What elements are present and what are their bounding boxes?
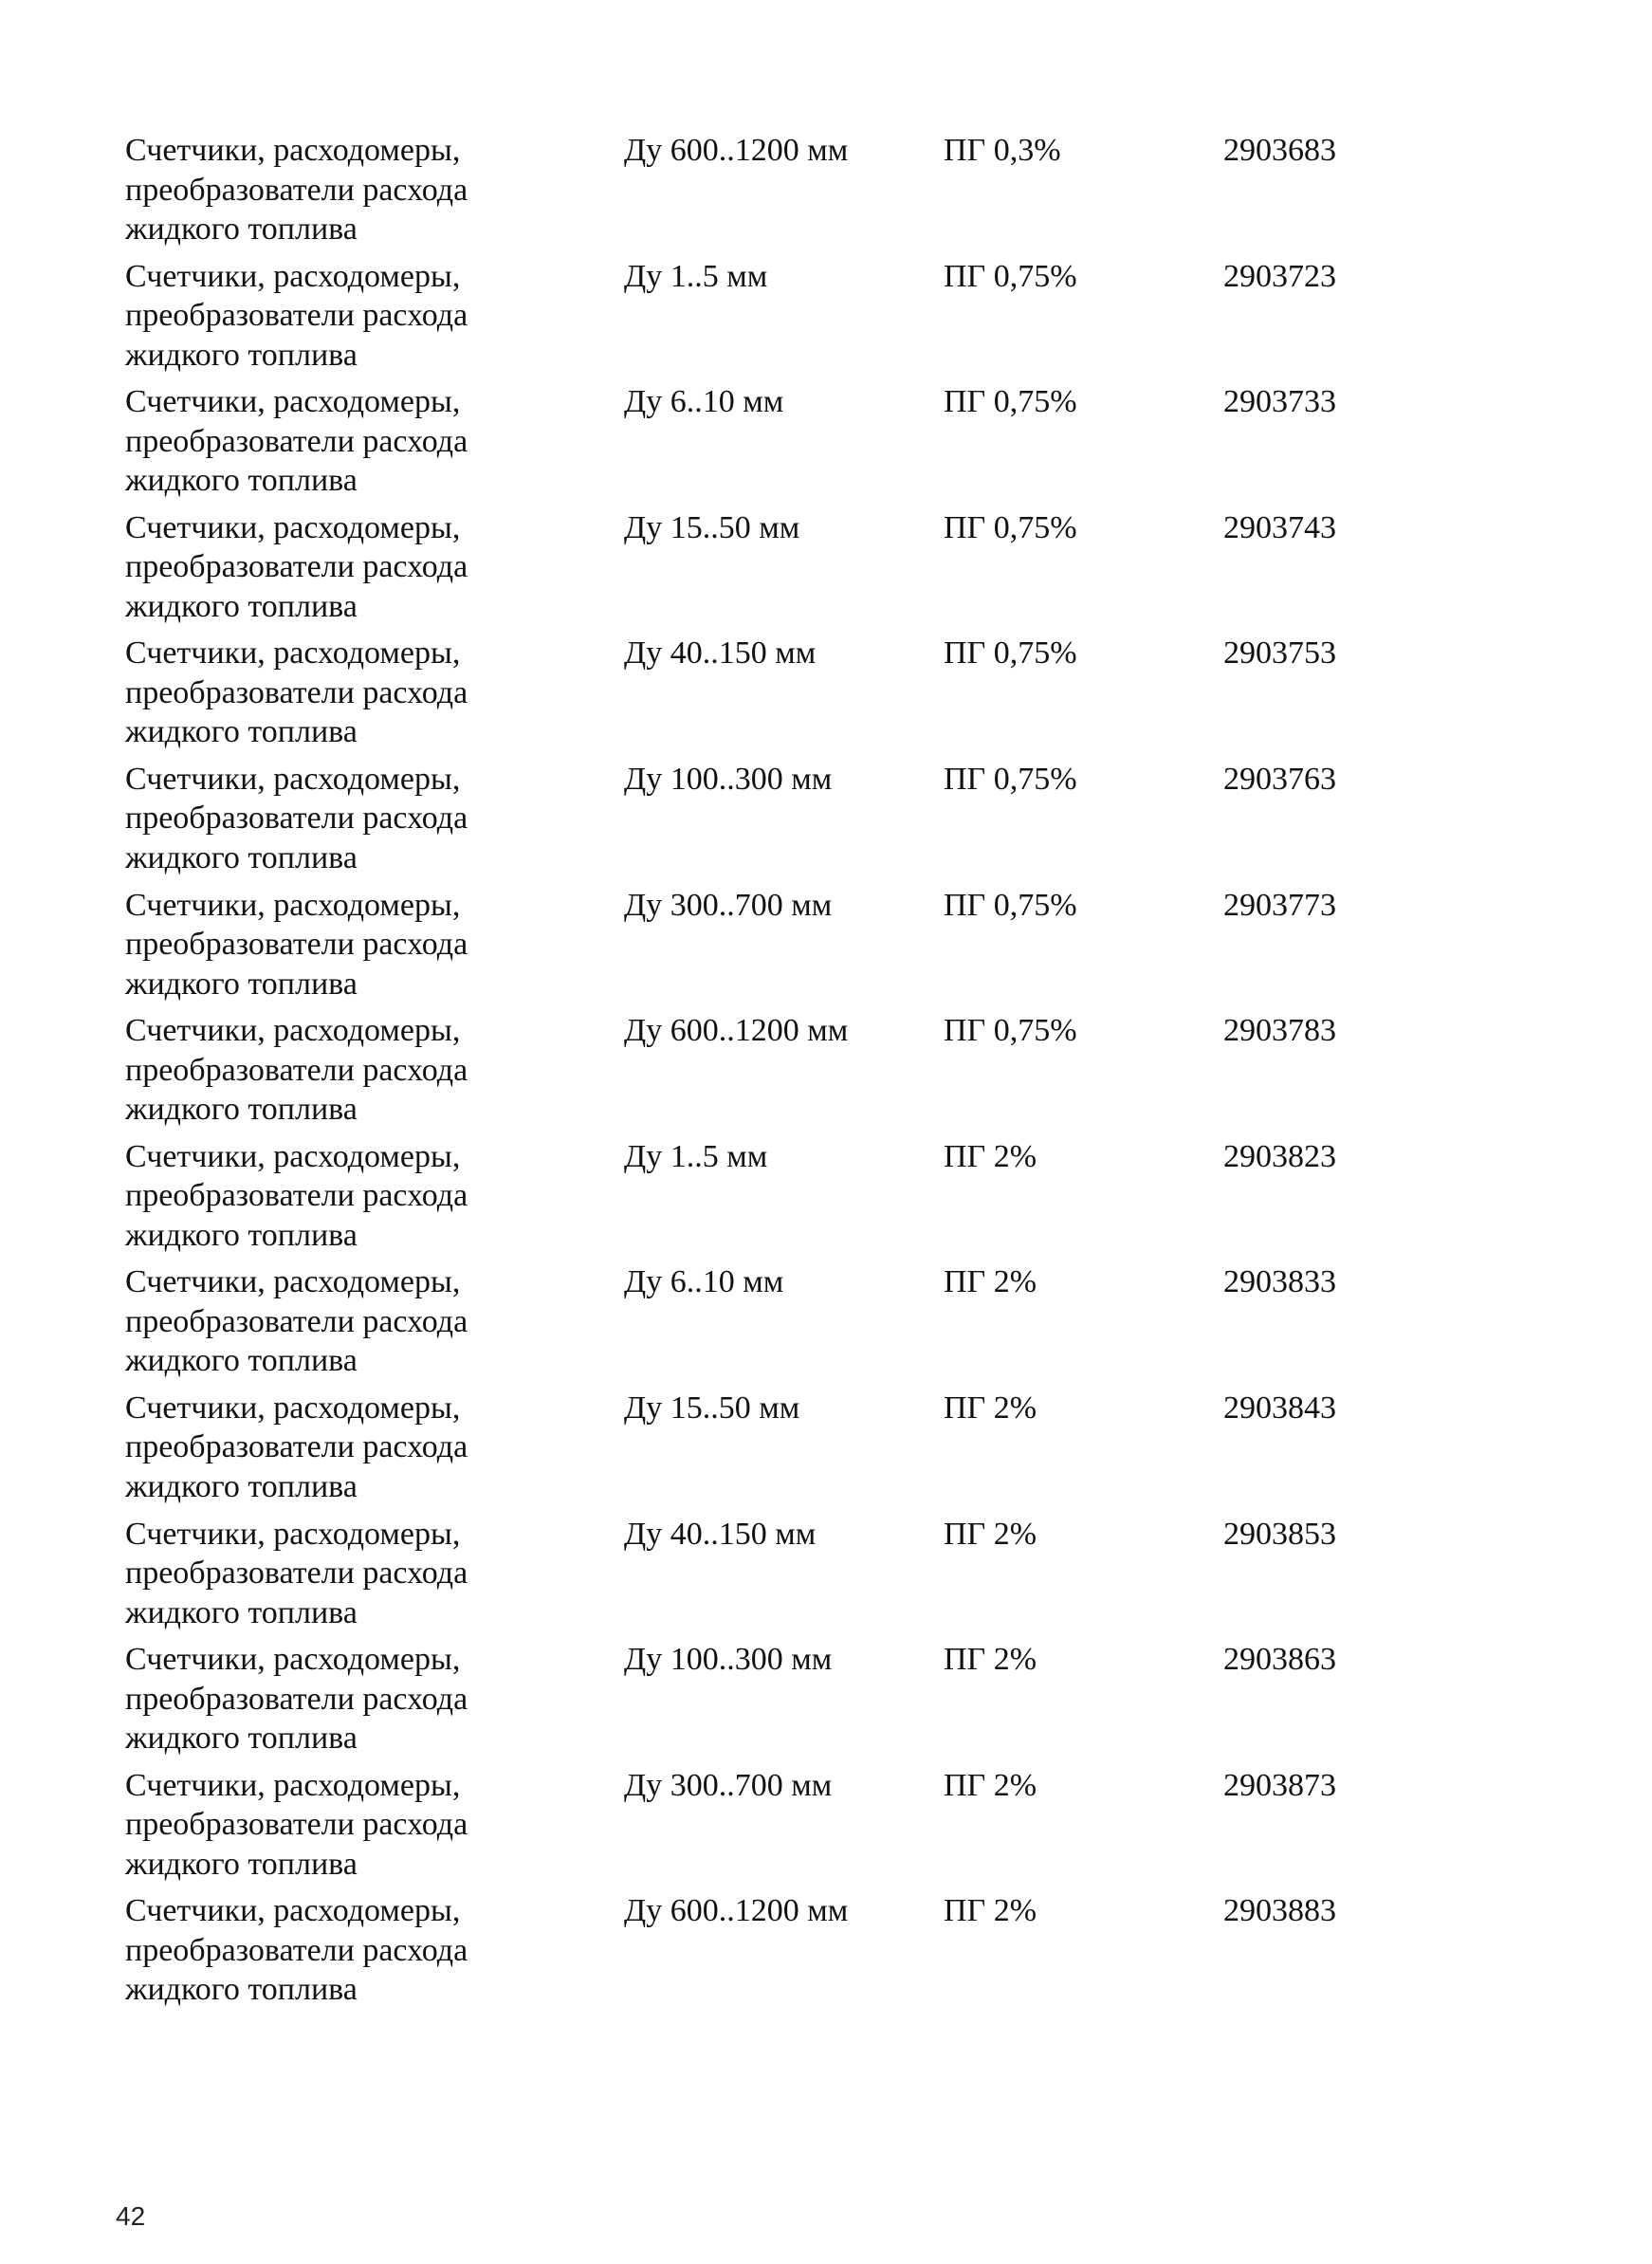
item-name [125, 1011, 618, 1130]
item-nominal-diameter: Ду 40..150 мм [624, 1516, 817, 1552]
item-name-line: жидкого топлива [125, 463, 358, 499]
item-name [125, 1891, 618, 2010]
item-code: 2903823 [1223, 1138, 1336, 1174]
item-code: 2903873 [1223, 1767, 1336, 1803]
item-nominal-diameter: Ду 300..700 мм [624, 887, 833, 923]
item-name-line: преобразователи расхода [125, 1052, 468, 1088]
list-item [0, 1515, 1652, 1641]
item-name-line: Счетчики, расходомеры, [125, 635, 461, 672]
item-code: 2903783 [1223, 1013, 1336, 1049]
item-name-line: Счетчики, расходомеры, [125, 1642, 461, 1678]
item-name-line: преобразователи расхода [125, 172, 468, 208]
item-name-line: преобразователи расхода [125, 1303, 468, 1339]
list-item [0, 1891, 1652, 2017]
item-name [125, 508, 618, 627]
page-number: 42 [116, 2201, 146, 2231]
item-nominal-diameter: Ду 600..1200 мм [624, 1893, 849, 1929]
item-name-line: жидкого топлива [125, 714, 358, 750]
item-name-line: жидкого топлива [125, 1217, 358, 1253]
list-item [0, 1137, 1652, 1263]
product-list [0, 131, 1652, 2017]
item-name-line: преобразователи расхода [125, 674, 468, 710]
item-name-line: преобразователи расхода [125, 927, 468, 963]
item-accuracy: ПГ 2% [944, 1516, 1037, 1552]
item-name [125, 257, 618, 376]
item-code: 2903763 [1223, 761, 1336, 797]
item-name-line: жидкого топлива [125, 588, 358, 624]
item-nominal-diameter: Ду 6..10 мм [624, 1264, 784, 1300]
item-code: 2903733 [1223, 384, 1336, 420]
item-name [125, 634, 618, 752]
item-name [125, 1262, 618, 1381]
item-name-line: жидкого топлива [125, 1846, 358, 1882]
item-name-line: преобразователи расхода [125, 801, 468, 837]
item-name-line: жидкого топлива [125, 1343, 358, 1379]
item-name-line: Счетчики, расходомеры, [125, 887, 461, 923]
item-name-line: преобразователи расхода [125, 423, 468, 459]
item-name-line: Счетчики, расходомеры, [125, 1264, 461, 1300]
item-name-line: жидкого топлива [125, 1092, 358, 1128]
list-item [0, 257, 1652, 383]
list-item [0, 1640, 1652, 1766]
item-name-line: преобразователи расхода [125, 298, 468, 334]
item-name [125, 1137, 618, 1256]
item-code: 2903843 [1223, 1390, 1336, 1426]
item-accuracy: ПГ 0,75% [944, 509, 1077, 545]
item-nominal-diameter: Ду 40..150 мм [624, 635, 817, 672]
item-name-line: Счетчики, расходомеры, [125, 1138, 461, 1174]
item-code: 2903833 [1223, 1264, 1336, 1300]
item-nominal-diameter: Ду 600..1200 мм [624, 1013, 849, 1049]
item-name [125, 1389, 618, 1507]
item-name-line: жидкого топлива [125, 1972, 358, 2008]
item-name [125, 760, 618, 878]
item-name-line: преобразователи расхода [125, 1932, 468, 1968]
item-nominal-diameter: Ду 15..50 мм [624, 1390, 800, 1426]
list-item [0, 1389, 1652, 1515]
item-accuracy: ПГ 2% [944, 1893, 1037, 1929]
item-name-line: Счетчики, расходомеры, [125, 133, 461, 168]
item-name-line: Счетчики, расходомеры, [125, 1767, 461, 1803]
item-nominal-diameter: Ду 15..50 мм [624, 509, 800, 545]
item-accuracy: ПГ 0,75% [944, 258, 1077, 294]
item-nominal-diameter: Ду 1..5 мм [624, 258, 768, 294]
item-name-line: преобразователи расхода [125, 1555, 468, 1592]
item-code: 2903883 [1223, 1893, 1336, 1929]
item-name-line: преобразователи расхода [125, 1178, 468, 1214]
list-item [0, 1766, 1652, 1892]
item-code: 2903753 [1223, 635, 1336, 672]
item-accuracy: ПГ 0,75% [944, 887, 1077, 923]
list-item [0, 1011, 1652, 1137]
list-item [0, 1262, 1652, 1389]
item-accuracy: ПГ 2% [944, 1642, 1037, 1678]
item-accuracy: ПГ 2% [944, 1767, 1037, 1803]
list-item [0, 886, 1652, 1012]
item-accuracy: ПГ 2% [944, 1264, 1037, 1300]
item-name-line: жидкого топлива [125, 337, 358, 373]
item-name-line: жидкого топлива [125, 966, 358, 1002]
item-code: 2903773 [1223, 887, 1336, 923]
item-accuracy: ПГ 0,75% [944, 1013, 1077, 1049]
item-name-line: преобразователи расхода [125, 1429, 468, 1465]
item-name-line: жидкого топлива [125, 1468, 358, 1504]
item-nominal-diameter: Ду 600..1200 мм [624, 133, 849, 168]
item-code: 2903743 [1223, 509, 1336, 545]
item-code: 2903723 [1223, 258, 1336, 294]
list-item [0, 634, 1652, 760]
item-accuracy: ПГ 2% [944, 1138, 1037, 1174]
item-nominal-diameter: Ду 100..300 мм [624, 1642, 833, 1678]
list-item [0, 760, 1652, 886]
list-item [0, 382, 1652, 508]
item-nominal-diameter: Ду 100..300 мм [624, 761, 833, 797]
item-name-line: Счетчики, расходомеры, [125, 761, 461, 797]
item-accuracy: ПГ 0,75% [944, 635, 1077, 672]
list-item [0, 508, 1652, 635]
item-name [125, 1640, 618, 1758]
item-name [125, 1766, 618, 1885]
item-nominal-diameter: Ду 1..5 мм [624, 1138, 768, 1174]
item-name [125, 131, 618, 249]
item-name-line: Счетчики, расходомеры, [125, 1516, 461, 1552]
item-name-line: преобразователи расхода [125, 549, 468, 585]
item-name-line: Счетчики, расходомеры, [125, 384, 461, 420]
item-code: 2903863 [1223, 1642, 1336, 1678]
item-name-line: преобразователи расхода [125, 1807, 468, 1843]
item-name [125, 886, 618, 1004]
item-nominal-diameter: Ду 6..10 мм [624, 384, 784, 420]
item-name [125, 1515, 618, 1633]
item-name-line: Счетчики, расходомеры, [125, 1390, 461, 1426]
item-name-line: Счетчики, расходомеры, [125, 1013, 461, 1049]
item-nominal-diameter: Ду 300..700 мм [624, 1767, 833, 1803]
item-accuracy: ПГ 0,75% [944, 384, 1077, 420]
item-name [125, 382, 618, 501]
item-accuracy: ПГ 0,75% [944, 761, 1077, 797]
item-name-line: преобразователи расхода [125, 1681, 468, 1717]
item-name-line: жидкого топлива [125, 1721, 358, 1757]
item-name-line: жидкого топлива [125, 212, 358, 247]
item-code: 2903683 [1223, 133, 1336, 168]
item-name-line: Счетчики, расходомеры, [125, 258, 461, 294]
list-item [0, 131, 1652, 257]
item-accuracy: ПГ 2% [944, 1390, 1037, 1426]
item-name-line: Счетчики, расходомеры, [125, 1893, 461, 1929]
item-name-line: жидкого топлива [125, 1594, 358, 1630]
item-name-line: Счетчики, расходомеры, [125, 509, 461, 545]
item-code: 2903853 [1223, 1516, 1336, 1552]
item-name-line: жидкого топлива [125, 839, 358, 875]
item-accuracy: ПГ 0,3% [944, 133, 1061, 168]
